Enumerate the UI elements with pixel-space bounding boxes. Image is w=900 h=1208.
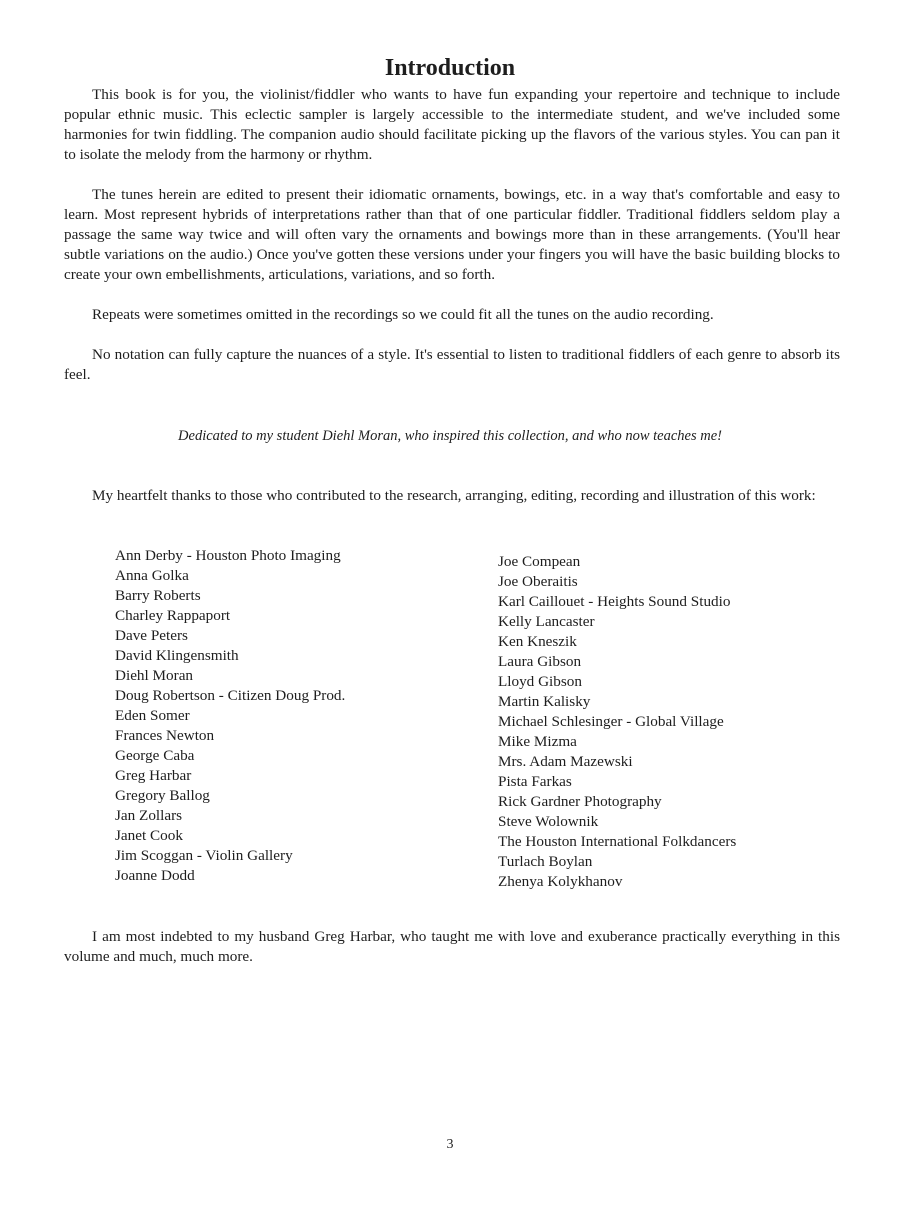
contributor-name: Eden Somer (115, 707, 190, 724)
contributor-name: Joe Compean (498, 553, 581, 570)
contributor-name: Janet Cook (115, 827, 183, 844)
contributor-name: Steve Wolownik (498, 813, 599, 830)
contributor-name: Turlach Boylan (498, 853, 593, 870)
contributor-name: Mrs. Adam Mazewski (498, 753, 633, 770)
contributor-name: Ken Kneszik (498, 633, 577, 650)
contributor-name: Greg Harbar (115, 767, 192, 784)
contributor-name: Karl Caillouet - Heights Sound Studio (498, 593, 731, 610)
contributors-right-column (498, 552, 736, 892)
contributor-name: Martin Kalisky (498, 693, 591, 710)
contributor-name: Gregory Ballog (115, 787, 210, 804)
contributor-name: Joanne Dodd (115, 867, 195, 884)
contributor-name: Doug Robertson - Citizen Doug Prod. (115, 687, 346, 704)
dedication: Dedicated to my student Diehl Moran, who inspired this collection, and who now teaches me! (178, 428, 722, 444)
contributor-name: Jan Zollars (115, 807, 183, 824)
contributor-name: Frances Newton (115, 727, 215, 744)
thanks-paragraph: My heartfelt thanks to those who contributed to the research, arranging, editing, recording and illustration of this work: (92, 487, 816, 504)
contributor-name: The Houston International Folkdancers (498, 833, 737, 850)
contributor-name: George Caba (115, 747, 195, 764)
contributor-name: Laura Gibson (498, 653, 582, 670)
intro-paragraph-2: The tunes herein are edited to present their idiomatic ornaments, bowings, etc. in a way that's comfortable and easy to learn. Most represent hybrids of interpretations rather than that of one particular fiddler. Traditional fiddlers seldom play a passage the same way twice and will often vary the ornaments and bowings more than in these arrangements. (You'll hear subtle variations on the audio.) Once you've gotten these versions under your fingers you will have the basic building blocks to create your own embellishments, articulations, variations, and so forth. (64, 186, 840, 283)
contributor-name: Barry Roberts (115, 587, 201, 604)
contributor-name: Mike Mizma (498, 733, 577, 750)
contributor-name: Diehl Moran (115, 667, 194, 684)
contributor-name: Michael Schlesinger - Global Village (498, 713, 724, 730)
contributor-name: Pista Farkas (498, 773, 572, 790)
intro-paragraph-4: No notation can fully capture the nuances of a style. It's essential to listen to traditional fiddlers of each genre to absorb its feel. (64, 346, 840, 383)
contributors-left-column (115, 546, 345, 886)
contributor-name: Ann Derby - Houston Photo Imaging (115, 547, 341, 564)
contributor-name: Anna Golka (115, 567, 189, 584)
contributor-name: Charley Rappaport (115, 607, 231, 624)
contributor-name: Joe Oberaitis (498, 573, 578, 590)
contributor-name: Lloyd Gibson (498, 673, 582, 690)
page-title: Introduction (384, 55, 516, 81)
contributor-name: Zhenya Kolykhanov (498, 873, 623, 890)
contributor-name: Kelly Lancaster (498, 613, 595, 630)
intro-paragraph-3: Repeats were sometimes omitted in the recordings so we could fit all the tunes on the audio recording. (92, 306, 714, 323)
contributor-name: Rick Gardner Photography (498, 793, 662, 810)
contributor-name: David Klingensmith (115, 647, 239, 664)
contributor-name: Dave Peters (115, 627, 188, 644)
closing-paragraph: I am most indebted to my husband Greg Harbar, who taught me with love and exuberance practically everything in this volume and much, much more. (64, 928, 840, 965)
intro-paragraph-1: This book is for you, the violinist/fiddler who wants to have fun expanding your repertoire and technique to include popular ethnic music. This eclectic sampler is largely accessible to the intermediate student, and we've included some harmonies for twin fiddling. The companion audio should facilitate picking up the flavors of the various styles. You can pan it to isolate the melody from the harmony or rhythm. (64, 86, 840, 163)
page-number: 3 (446, 1137, 454, 1152)
contributor-name: Jim Scoggan - Violin Gallery (115, 847, 293, 864)
